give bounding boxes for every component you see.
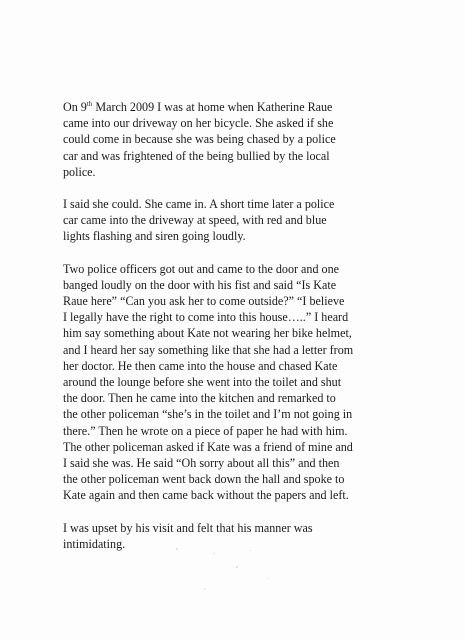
paragraph-line: the door. Then he came into the kitchen and remarked to [63, 391, 336, 406]
paragraph-line: Kate again and then came back without the papers and left. [63, 488, 349, 503]
scan-speck [268, 578, 269, 579]
paragraph-line: intimidating. [63, 536, 126, 551]
scan-speck [236, 566, 238, 568]
paragraph-line [63, 99, 448, 115]
paragraph-line: car and was frightened of the being bullied by the local [63, 148, 330, 163]
scan-speck [204, 588, 205, 590]
paragraph-line: I said she was. He said “Oh sorry about all this” and then [63, 456, 340, 471]
paragraph-line: I was upset by his visit and felt that his manner was [63, 520, 313, 535]
paragraph-line: Raue here” “Can you ask her to come outside?” “I believe [63, 294, 345, 309]
paragraph-line: the other policeman “she’s in the toilet and I’m not going in [63, 407, 353, 422]
paragraph-line: Two police officers got out and came to the door and one [63, 261, 339, 276]
paragraph-gap [63, 245, 448, 261]
ordinal-suffix: th [86, 99, 93, 108]
paragraph-line: her doctor. He then came into the house and chased Kate [63, 358, 338, 373]
paragraph-gap [63, 504, 448, 520]
paragraph-line: lights flashing and siren going loudly. [63, 229, 246, 244]
paragraph-line: him say something about Kate not wearing her bike helmet, [63, 326, 352, 341]
paragraph-line: could come in because she was being chased by a police [63, 132, 336, 147]
paragraph-1 [63, 99, 448, 180]
scan-speck [250, 550, 251, 551]
date-prefix: On 9 [63, 100, 87, 114]
paragraph-line: police. [63, 164, 96, 179]
paragraph-line: car came into the driveway at speed, with red and blue [63, 213, 327, 228]
statement-body [63, 99, 448, 552]
paragraph-line: The other policeman asked if Kate was a friend of mine and [63, 439, 353, 454]
paragraph-gap [63, 180, 448, 196]
paragraph-line: I said she could. She came in. A short time later a police [63, 197, 335, 212]
paragraph-line: the other policeman went back down the hall and spoke to [63, 472, 345, 487]
scan-speck [213, 553, 215, 554]
paragraph-line: came into our driveway on her bicycle. She asked if she [63, 116, 334, 131]
paragraph-line: banged loudly on the door with his fist and said “Is Kate [63, 277, 337, 292]
date-rest: March 2009 I was at home when Katherine Raue [92, 100, 333, 114]
paragraph-line: there.” Then he wrote on a piece of paper he had with him. [63, 423, 348, 438]
paragraph-line: and I heard her say something like that she had a letter from [63, 342, 354, 357]
paragraph-4 [63, 520, 448, 552]
paragraph-3 [63, 261, 448, 504]
scan-speck [176, 548, 178, 550]
paragraph-2 [63, 196, 448, 245]
paragraph-line: around the lounge before she went into the toilet and shut [63, 375, 342, 390]
paragraph-line: I legally have the right to come into this house…..” I heard [63, 310, 349, 325]
